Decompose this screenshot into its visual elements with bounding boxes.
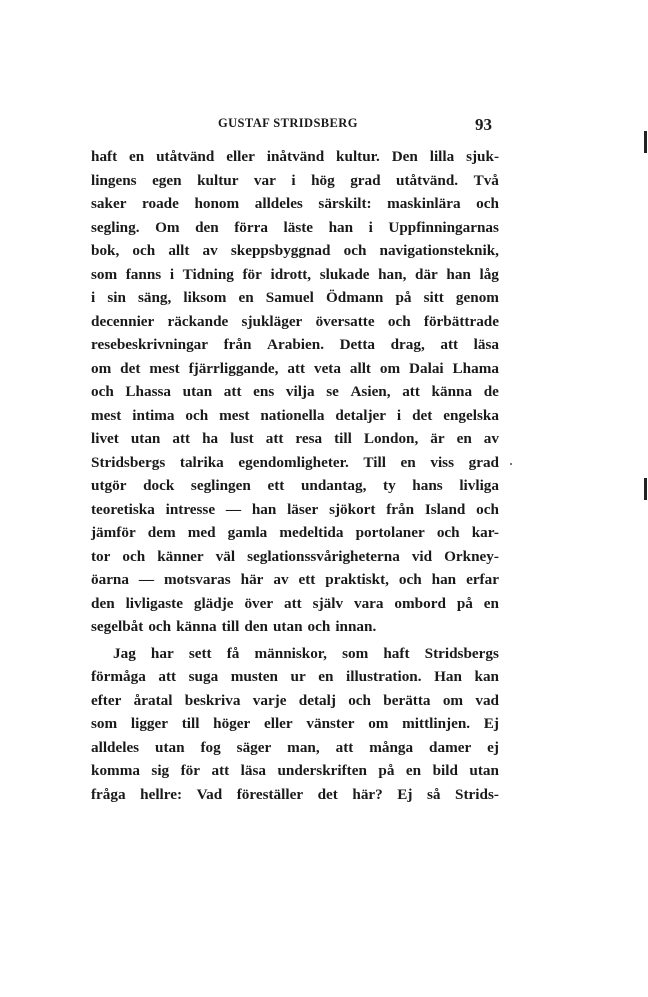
- running-title: GUSTAF STRIDSBERG: [218, 116, 358, 130]
- text-line: haft en utåtvänd eller inåtvänd kultur. Den lilla sjuk-: [91, 148, 499, 165]
- text-line: och Lhassa utan att ens vilja se Asien, att känna de: [91, 383, 499, 400]
- text-line: saker roade honom alldeles särskilt: maskinlära och: [91, 195, 499, 212]
- text-line: alldeles utan fog säger man, att många damer ej: [91, 738, 499, 756]
- text-line: lingens egen kultur var i hög grad utåtvänd. Två: [91, 171, 499, 189]
- text-line: bok, och allt av skeppsbyggnad och navigationsteknik,: [91, 242, 499, 259]
- text-line: fråga hellre: Vad föreställer det här? Ej så Strids-: [91, 785, 499, 803]
- text-line: den livligaste glädje över att själv vara ombord på en: [91, 594, 499, 612]
- paragraph: [91, 642, 499, 807]
- text-line: segelbåt och känna till den utan och innan.: [91, 618, 377, 635]
- text-line: komma sig för att läsa underskriften på en bild utan: [91, 762, 499, 779]
- text-line: teoretiska intresse — han läser sjökort från Island och: [91, 500, 499, 518]
- page-number: 93: [475, 115, 492, 134]
- running-head: [90, 116, 500, 136]
- text-line: om det mest fjärrliggande, att veta allt om Dalai Lhama: [91, 359, 499, 377]
- margin-speck: [510, 463, 512, 465]
- text-line: Stridsbergs talrika egendomligheter. Till en viss grad: [91, 453, 499, 471]
- text-line: efter åratal beskriva varje detalj och berätta om vad: [91, 691, 499, 709]
- text-line: förmåga att suga musten ur en illustration. Han kan: [91, 668, 499, 685]
- margin-mark: [644, 478, 647, 500]
- text-line: i sin säng, liksom en Samuel Ödmann på sitt genom: [91, 289, 499, 306]
- text-line: Jag har sett få människor, som haft Stridsbergs: [113, 644, 499, 662]
- text-line: livet utan att ha lust att resa till London, är en av: [91, 430, 499, 447]
- text-line: som fanns i Tidning för idrott, slukade han, där han låg: [91, 265, 499, 283]
- text-line: decennier räckande sjukläger översatte och förbättrade: [91, 312, 499, 330]
- text-line: mest intima och mest nationella detaljer i det engelska: [91, 406, 499, 424]
- paragraph: [91, 145, 499, 639]
- text-line: utgör dock seglingen ett undantag, ty hans livliga: [91, 477, 499, 494]
- text-line: öarna — motsvaras här av ett praktiskt, och han erfar: [91, 571, 499, 588]
- text-line: segling. Om den förra läste han i Uppfinningarnas: [91, 218, 499, 236]
- text-line: resebeskrivningar från Arabien. Detta drag, att läsa: [91, 336, 499, 353]
- text-line: som ligger till höger eller vänster om mittlinjen. Ej: [91, 715, 499, 732]
- text-line: tor och känner väl seglationssvårigheterna vid Orkney-: [91, 547, 499, 565]
- body-text: [91, 145, 499, 806]
- text-line: jämför dem med gamla medeltida portolaner och kar-: [91, 524, 499, 541]
- margin-mark: [644, 131, 647, 153]
